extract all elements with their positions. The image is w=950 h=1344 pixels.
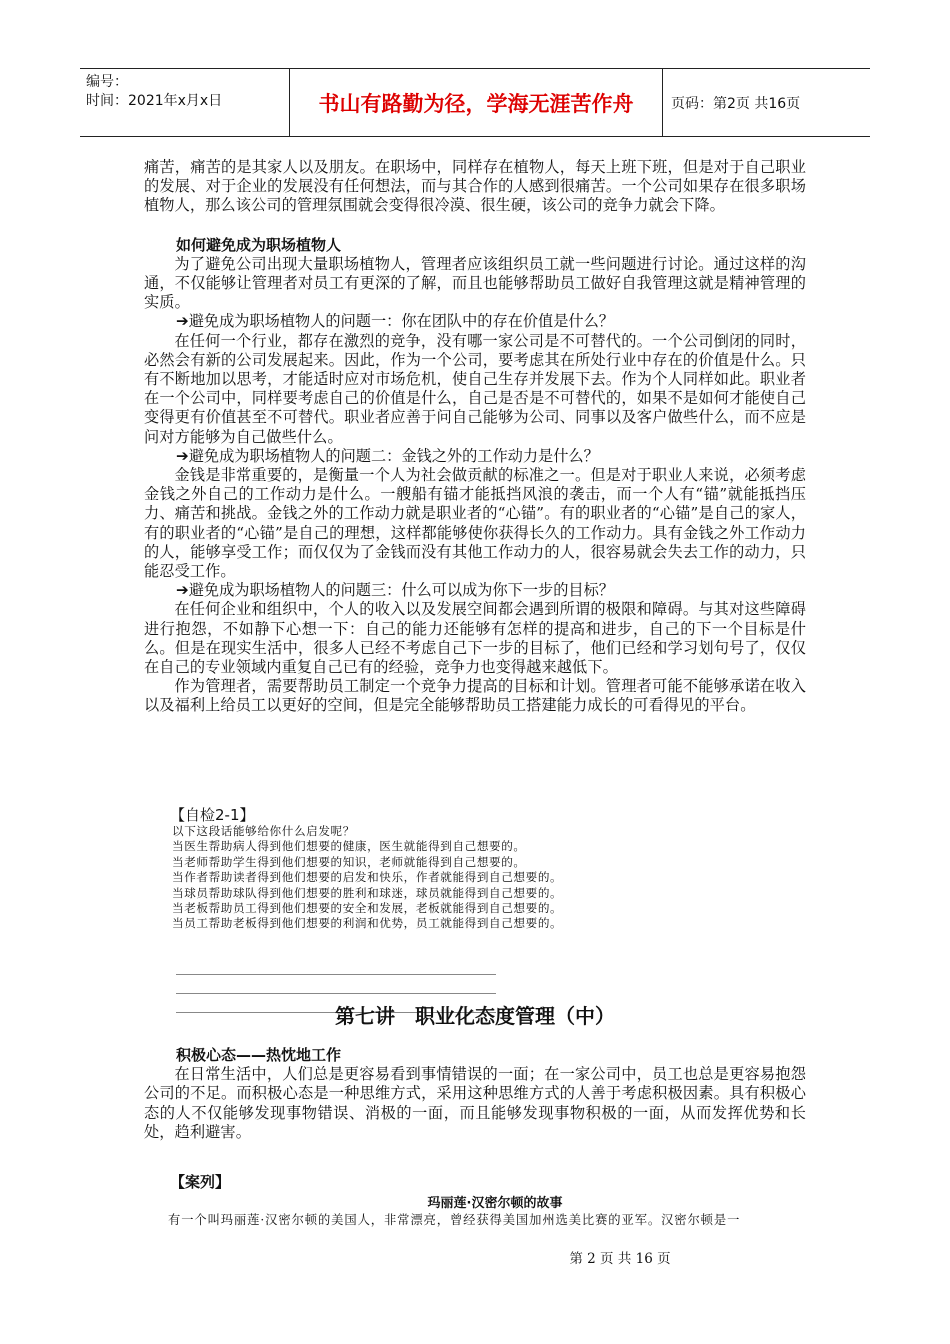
- selfcheck-line: 以下这段话能够给你什么启发呢？: [172, 824, 355, 838]
- date-label: 时间：2021年x月x日: [86, 93, 223, 109]
- paragraph: 在任何企业和组织中，个人的收入以及发展空间都会遇到所谓的极限和障碍。与其对这些障碍进行抱怨，不如静下心想一下：自己的能力还能够有怎样的提高和进步，自己的下一个目标是什么。但是在现实生活中，很多人已经不考虑自己下一步的目标了，他们已经和学习划句号了，仅仅在自己的专业领域内重复自己已有的经验，竞争力也变得越来越低下。: [144, 600, 806, 677]
- story-line: 有一个叫玛丽莲·汉密尔顿的美国人，非常漂亮，曾经获得美国加州选美比赛的亚军。汉密尔顿是一: [168, 1213, 741, 1227]
- question-item: [144, 447, 806, 466]
- page-footer: 第 2 页 共 16 页: [569, 1251, 671, 1267]
- question-item: [144, 312, 806, 331]
- header-motto: 书山有路勤为径，学海无涯苦作舟: [289, 69, 663, 136]
- question-text: 避免成为职场植物人的问题一：你在团队中的存在价值是什么？: [188, 312, 614, 331]
- paragraph: 作为管理者，需要帮助员工制定一个竞争力提高的目标和计划。管理者可能不能够承诺在收入以及福利上给员工以更好的空间，但是完全能够帮助员工搭建能力成长的可看得见的平台。: [144, 677, 806, 715]
- story-title: 玛丽莲·汉密尔顿的故事: [427, 1196, 563, 1211]
- section-heading: 如何避免成为职场植物人: [176, 235, 342, 254]
- answer-line: [176, 975, 496, 994]
- selfcheck-title: 【自检2-1】: [170, 806, 255, 824]
- paragraph: 金钱是非常重要的，是衡量一个人为社会做贡献的标准之一。但是对于职业人来说，必须考虑金钱之外自己的工作动力是什么。一艘船有锚才能抵挡风浪的袭击，而一个人有“锚”就能抵挡压力、痛苦和挑战。金钱之外的工作动力就是职业者的“心锚”。有的职业者的“心锚”是自己的家人，有的职业者的“心锚”是自己的理想，这样都能够使你获得长久的工作动力。具有金钱之外工作动力的人，能够享受工作；而仅仅为了金钱而没有其他工作动力的人，很容易就会失去工作的动力，只能忍受工作。: [144, 466, 806, 581]
- selfcheck-line: 当医生帮助病人得到他们想要的健康，医生就能得到自己想要的。: [172, 839, 526, 854]
- arrow-icon: ➔: [176, 446, 189, 465]
- case-label: 【案列】: [170, 1173, 231, 1191]
- selfcheck-line: 当球员帮助球队得到他们想要的胜利和球迷，球员就能得到自己想要的。: [172, 885, 563, 900]
- question-text: 避免成为职场植物人的问题二：金钱之外的工作动力是什么？: [188, 446, 599, 465]
- section-heading: 积极心态——热忱地工作: [176, 1046, 342, 1064]
- selfcheck-line: 当员工帮助老板得到他们想要的利润和优势，员工就能得到自己想要的。: [172, 916, 563, 931]
- header-meta: [80, 69, 289, 136]
- arrow-icon: ➔: [176, 312, 189, 331]
- paragraph: 在任何一个行业，都存在激烈的竞争，没有哪一家公司是不可替代的。一个公司倒闭的同时，必然会有新的公司发展起来。因此，作为一个公司，要考虑其在所处行业中存在的价值是什么。只有不断地加以思考，才能适时应对市场危机，使自己生存并发展下去。作为个人同样如此。职业者在一个公司中，同样要考虑自己的价值是什么，自己是否是不可替代的，如果不是如何才能使自己变得更有价值甚至不可替代。职业者应善于问自己能够为公司、同事以及客户做些什么，而不应是问对方能够为自己做些什么。: [144, 331, 806, 446]
- selfcheck-line: 当作者帮助读者得到他们想要的启发和快乐，作者就能得到自己想要的。: [172, 870, 563, 885]
- chapter-text: [144, 1046, 806, 1142]
- number-label: 编号：: [86, 74, 128, 90]
- answer-line: [176, 956, 496, 975]
- paragraph: 在日常生活中，人们总是更容易看到事情错误的一面；在一家公司中，员工也总是更容易抱怨公司的不足。而积极心态是一种思维方式，采用这种思维方式的人善于考虑积极因素。具有积极心态的人不仅能够发现事物错误、消极的一面，而且能够发现事物积极的一面，从而发挥优势和长处，趋利避害。: [144, 1065, 806, 1141]
- selfcheck-list: [172, 824, 562, 932]
- selfcheck-line: 当老师帮助学生得到他们想要的知识，老师就能得到自己想要的。: [172, 854, 526, 869]
- paragraph: 为了避免公司出现大量职场植物人，管理者应该组织员工就一些问题进行讨论。通过这样的沟通，不仅能够让管理者对员工有更深的了解，而且也能够帮助员工做好自我管理这就是精神管理的实质。: [144, 254, 806, 312]
- main-text: [144, 158, 806, 716]
- question-text: 避免成为职场植物人的问题三：什么可以成为你下一步的目标？: [188, 581, 614, 600]
- selfcheck-line: 当老板帮助员工得到他们想要的安全和发展，老板就能得到自己想要的。: [172, 901, 563, 916]
- question-item: [144, 581, 806, 600]
- paragraph: 痛苦，痛苦的是其家人以及朋友。在职场中，同样存在植物人，每天上班下班，但是对于自己职业的发展、对于企业的发展没有任何想法，而与其合作的人感到很痛苦。一个公司如果存在很多职场植物人，那么该公司的管理氛围就会变得很冷漠、很生硬，该公司的竞争力就会下降。: [144, 158, 806, 215]
- header-page-info: 页码：第2页 共16页: [671, 95, 801, 112]
- arrow-icon: ➔: [176, 581, 189, 600]
- chapter-title: 第七讲 职业化态度管理（中）: [335, 1004, 615, 1028]
- page-header: [80, 68, 870, 137]
